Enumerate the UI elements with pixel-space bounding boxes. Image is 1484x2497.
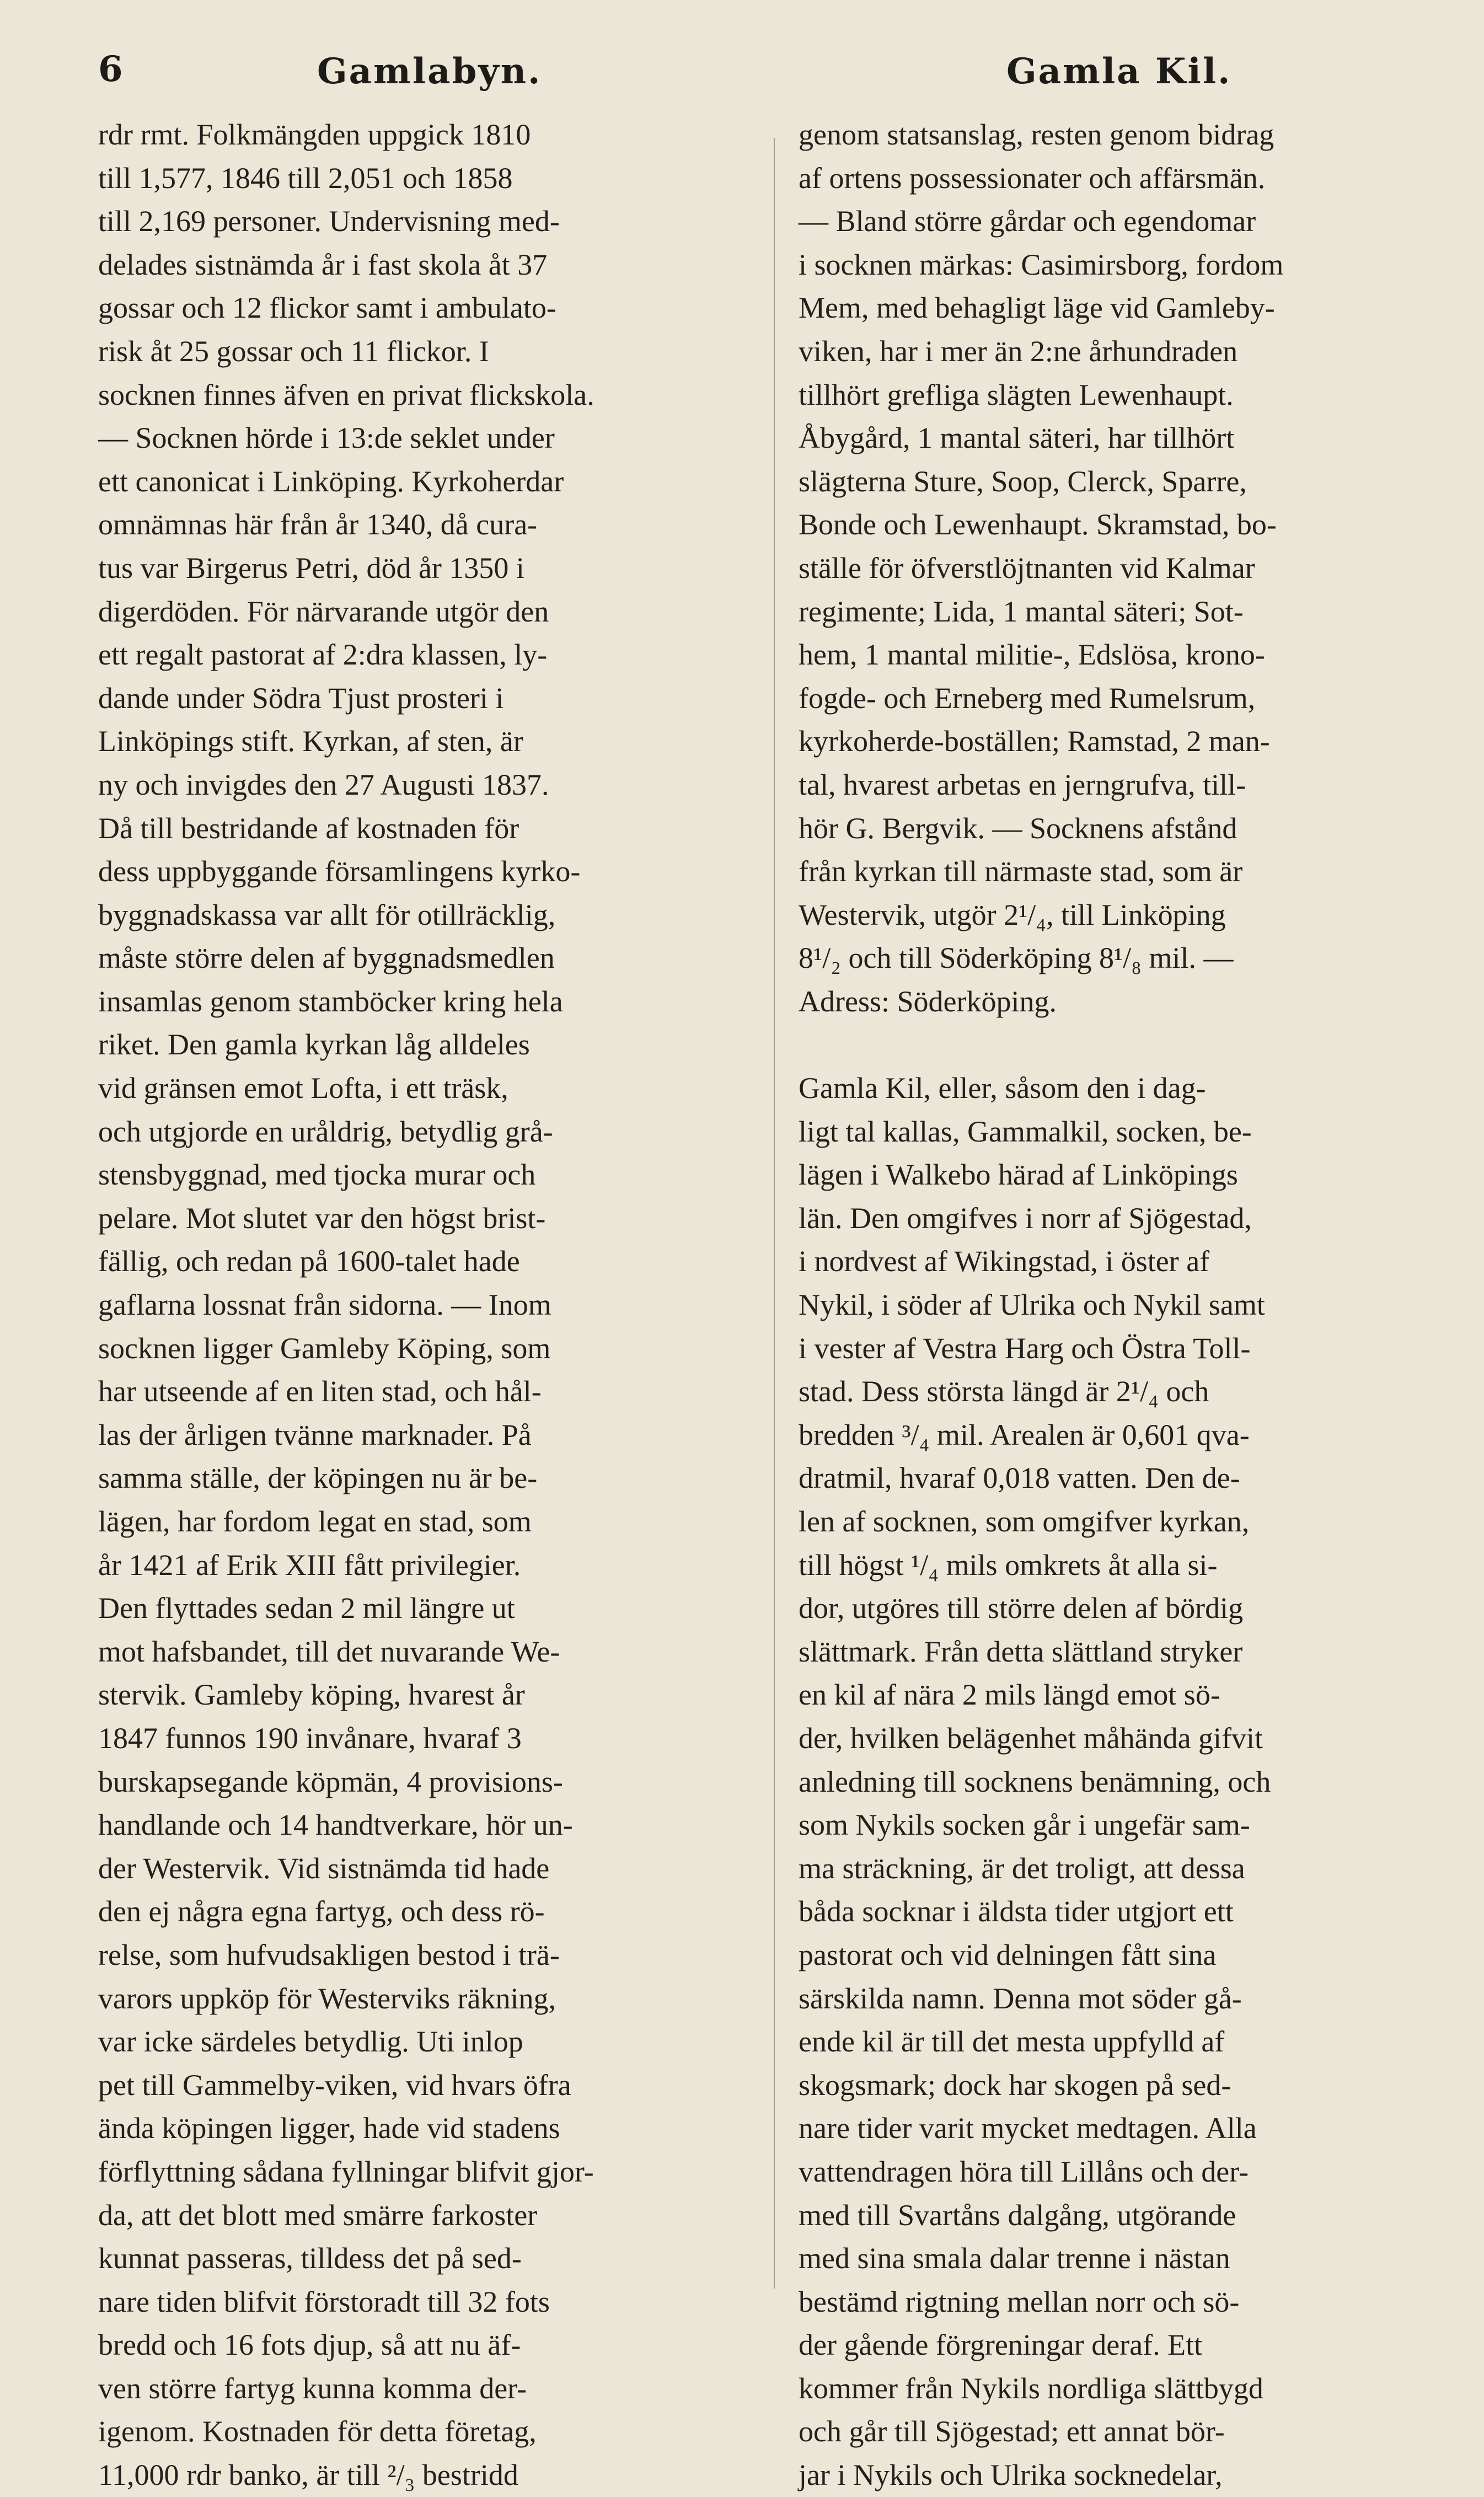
text-line: Gamla Kil, eller, såsom den i dag- [799,1071,1206,1105]
text-line: vid gränsen emot Lofta, i ett träsk, [98,1071,508,1105]
text-line: som Nykils socken går i ungefär sam- [799,1808,1250,1842]
text-line: rdr rmt. Folkmängden uppgick 1810 [98,118,531,151]
text-line: pastorat och vid delningen fått sina [799,1938,1217,1971]
text-line: skogsmark; dock har skogen på sed- [799,2068,1231,2102]
text-line: i vester af Vestra Harg och Östra Toll- [799,1331,1251,1365]
text-line: ända köpingen ligger, hade vid stadens [98,2112,560,2145]
text-line: digerdöden. För närvarande utgör den [98,594,549,628]
text-line: der Westervik. Vid sistnämda tid hade [98,1851,550,1885]
text-line: risk åt 25 gossar och 11 flickor. I [98,334,489,368]
text-line: Adress: Söderköping. [799,984,1057,1018]
text-line: har utseende af en liten stad, och hål- [98,1375,542,1408]
text-line: jar i Nykils och Ulrika socknedelar, [799,2458,1223,2492]
text-line: kunnat passeras, tilldess det på sed- [98,2242,522,2275]
text-line: Mem, med behagligt läge vid Gamleby- [799,291,1275,325]
text-line: ny och invigdes den 27 Augusti 1837. [98,768,549,801]
text-line: Den flyttades sedan 2 mil längre ut [98,1592,515,1625]
text-line: till 2,169 personer. Undervisning med- [98,205,560,238]
text-line: 8¹/₂ och till Söderköping 8¹/₈ mil. — [799,941,1234,975]
text-line: bredden ³/₄ mil. Arealen är 0,601 qva- [799,1418,1250,1451]
text-line: tus var Birgerus Petri, död år 1350 i [98,551,524,585]
text-line: len af socknen, som omgifver kyrkan, [799,1505,1250,1538]
text-line: — Bland större gårdar och egendomar [799,205,1256,238]
text-line: tillhört grefliga slägten Lewenhaupt. [799,378,1234,411]
running-head-right: Gamla Kil. [1006,51,1232,92]
text-line: Westervik, utgör 2¹/₄, till Linköping [799,898,1226,931]
text-line: nare tiden blifvit förstoradt till 32 fots [98,2285,550,2318]
text-line: samma ställe, der köpingen nu är be- [98,1461,538,1495]
text-line: burskapsegande köpmän, 4 provisions- [98,1765,563,1798]
page-number: 6 [98,49,125,90]
text-line: med sina smala dalar trenne i nästan [799,2242,1230,2275]
left-column [98,113,594,2497]
text-line: vattendragen höra till Lillåns och der- [799,2155,1249,2188]
text-line: bredd och 16 fots djup, så att nu äf- [98,2328,521,2362]
text-line: lägen, har fordom legat en stad, som [98,1505,532,1538]
text-line: i socknen märkas: Casimirsborg, fordom [799,248,1284,281]
text-line: och utgjorde en uråldrig, betydlig grå- [98,1114,553,1148]
text-line: socknen ligger Gamleby Köping, som [98,1331,551,1365]
text-line: län. Den omgifves i norr af Sjögestad, [799,1201,1252,1235]
text-line: relse, som hufvudsakligen bestod i trä- [98,1938,560,1971]
text-line: ven större fartyg kunna komma der- [98,2371,527,2405]
text-line: — Socknen hörde i 13:de seklet under [98,421,555,455]
text-line: viken, har i mer än 2:ne århundraden [799,334,1238,368]
text-line: pet till Gammelby-viken, vid hvars öfra [98,2068,571,2102]
text-line: 1847 funnos 190 invånare, hvaraf 3 [98,1721,522,1755]
text-line: af ortens possessionater och affärsmän. [799,161,1266,195]
text-line: dor, utgöres till större delen af bördig [799,1592,1244,1625]
text-line: slägterna Sture, Soop, Clerck, Sparre, [799,464,1247,498]
text-line: da, att det blott med smärre farkoster [98,2198,538,2232]
right-column [799,113,1283,2497]
text-line: var icke särdeles betydlig. Uti inlop [98,2025,523,2059]
text-line: hem, 1 mantal militie-, Edslösa, krono- [799,638,1265,672]
text-line: Bonde och Lewenhaupt. Skramstad, bo- [799,508,1277,542]
text-line: förflyttning sådana fyllningar blifvit gjor- [98,2155,594,2188]
text-line: Då till bestridande af kostnaden för [98,811,519,845]
text-line: kyrkoherde-boställen; Ramstad, 2 man- [799,725,1270,758]
text-line: dratmil, hvaraf 0,018 vatten. Den de- [799,1461,1240,1495]
text-line: nare tider varit mycket medtagen. Alla [799,2112,1257,2145]
right-column-entry-gamla-kil [799,1067,1283,2497]
text-line: gaflarna lossnat från sidorna. — Inom [98,1288,551,1322]
text-line: der, hvilken belägenhet måhända gifvit [799,1721,1263,1755]
text-line: las der årligen tvänne marknader. På [98,1418,532,1451]
column-divider [774,138,775,2289]
text-line: lägen i Walkebo härad af Linköpings [799,1158,1238,1192]
text-line: ende kil är till det mesta uppfylld af [799,2025,1225,2059]
text-line: igenom. Kostnaden för detta företag, [98,2415,537,2448]
text-line: stad. Dess största längd är 2¹/₄ och [799,1375,1209,1408]
text-line: Nykil, i söder af Ulrika och Nykil samt [799,1288,1265,1322]
text-line: i nordvest af Wikingstad, i öster af [799,1245,1210,1278]
text-line: Åbygård, 1 mantal säteri, har tillhört [799,421,1235,455]
text-line: varors uppköp för Westerviks räkning, [98,1981,556,2015]
text-line: pelare. Mot slutet var den högst brist- [98,1201,546,1235]
text-line: insamlas genom stamböcker kring hela [98,984,563,1018]
text-line: den ej några egna fartyg, och dess rö- [98,1895,545,1928]
text-line: delades sistnämda år i fast skola åt 37 [98,248,548,281]
right-column-entry-gamlebyn-end [799,113,1283,1023]
text-line: måste större delen af byggnadsmedlen [98,941,555,975]
text-line: båda socknar i äldsta tider utgjort ett [799,1895,1234,1928]
text-line: 11,000 rdr banko, är till ²/₃ bestridd [98,2458,518,2492]
text-line: år 1421 af Erik XIII fått privilegier. [98,1548,521,1582]
text-line: ställe för öfverstlöjtnanten vid Kalmar [799,551,1255,585]
text-line: mot hafsbandet, till det nuvarande We- [98,1635,560,1668]
text-line: tal, hvarest arbetas en jerngrufva, till- [799,768,1246,801]
text-line: och går till Sjögestad; ett annat bör- [799,2415,1225,2448]
text-line: ligt tal kallas, Gammalkil, socken, be- [799,1114,1252,1148]
text-line: omnämnas här från år 1340, då cura- [98,508,538,542]
text-line: dande under Södra Tjust prosteri i [98,681,504,715]
text-line: riket. Den gamla kyrkan låg alldeles [98,1028,530,1062]
text-line: ma sträckning, är det troligt, att dessa [799,1851,1245,1885]
text-line: till högst ¹/₄ mils omkrets åt alla si- [799,1548,1218,1582]
text-line: Linköpings stift. Kyrkan, af sten, är [98,725,523,758]
text-line: socknen finnes äfven en privat flickskola. [98,378,594,411]
text-line: byggnadskassa var allt för otillräcklig, [98,898,556,931]
text-line: der gående förgreningar deraf. Ett [799,2328,1203,2362]
text-line: regimente; Lida, 1 mantal säteri; Sot- [799,594,1244,628]
text-line: slättmark. Från detta slättland stryker [799,1635,1243,1668]
text-line: fogde- och Erneberg med Rumelsrum, [799,681,1256,715]
text-line: gossar och 12 flickor samt i ambulato- [98,291,556,325]
text-line: fällig, och redan på 1600-talet hade [98,1245,520,1278]
text-line: stervik. Gamleby köping, hvarest år [98,1678,525,1712]
text-line: särskilda namn. Denna mot söder gå- [799,1981,1242,2015]
text-line: en kil af nära 2 mils längd emot sö- [799,1678,1220,1712]
text-line: kommer från Nykils nordliga slättbygd [799,2371,1263,2405]
text-line: till 1,577, 1846 till 2,051 och 1858 [98,161,513,195]
text-line: ett canonicat i Linköping. Kyrkoherdar [98,464,564,498]
text-line: bestämd rigtning mellan norr och sö- [799,2285,1240,2318]
text-line: stensbyggnad, med tjocka murar och [98,1158,536,1192]
text-line: genom statsanslag, resten genom bidrag [799,118,1274,151]
text-line: ett regalt pastorat af 2:dra klassen, ly- [98,638,548,672]
text-line: anledning till socknens benämning, och [799,1765,1271,1798]
entry-gap [799,1023,1283,1067]
text-line: med till Svartåns dalgång, utgörande [799,2198,1236,2232]
running-head-left: Gamlabyn. [317,51,542,92]
text-line: dess uppbyggande församlingens kyrko- [98,855,581,888]
text-line: hör G. Bergvik. — Socknens afstånd [799,811,1237,845]
text-line: från kyrkan till närmaste stad, som är [799,855,1243,888]
text-line: handlande och 14 handtverkare, hör un- [98,1808,573,1842]
